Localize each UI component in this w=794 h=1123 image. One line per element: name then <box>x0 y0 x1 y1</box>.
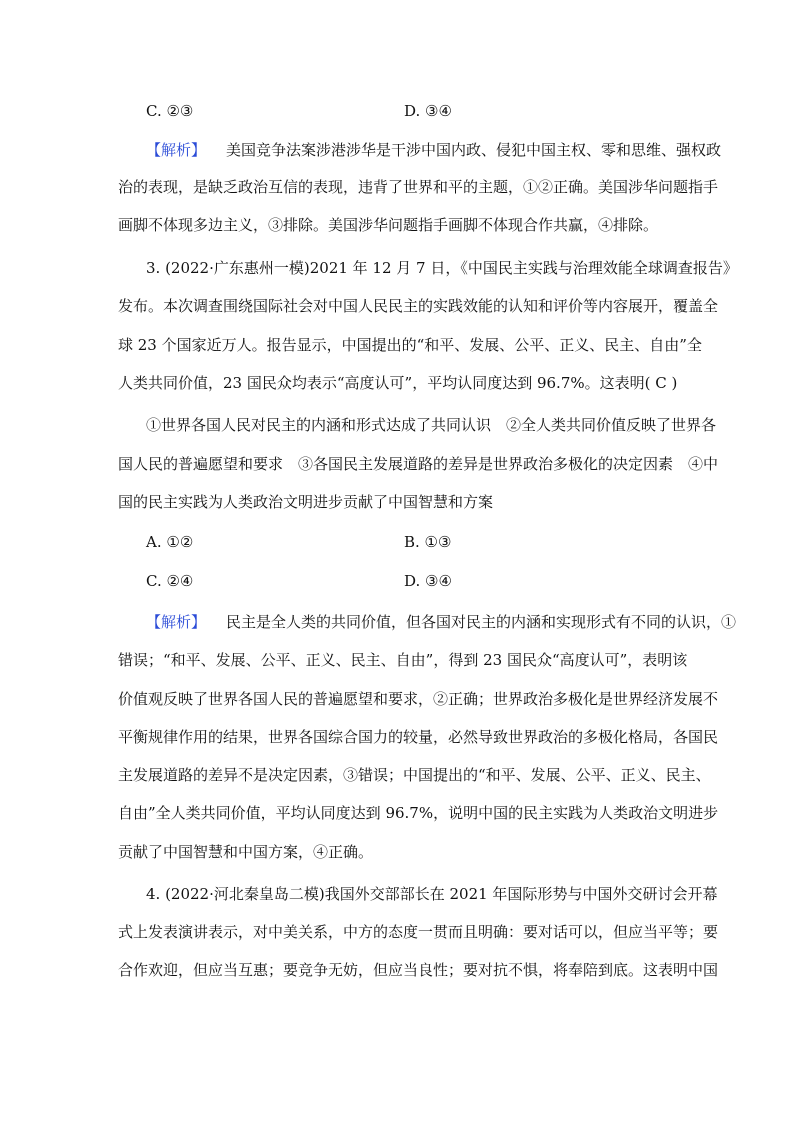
q4-stem-line-3: 合作欢迎，但应当互惠；要竞争无妨，但应当良性；要对抗不惧，将奉陪到底。这表明中国 <box>118 961 719 979</box>
q3-stem-line-4: 人类共同价值，23 国民众均表示“高度认可”，平均认同度达到 96.7%。这表明( C ) <box>118 374 678 392</box>
q3-analysis-line-7: 贡献了中国智慧和中国方案，④正确。 <box>118 843 374 861</box>
q3-statements-line-1: ①世界各国人民对民主的内涵和形式达成了共同认识 ②全人类共同价值反映了世界各 <box>146 416 717 434</box>
analysis-label: 【解析】 <box>146 141 207 159</box>
q3-analysis-line-3: 价值观反映了世界各国人民的普遍愿望和要求，②正确；世界政治多极化是世界经济发展不 <box>118 690 719 708</box>
q3-analysis-line-2: 错误；“和平、发展、公平、正义、民主、自由”，得到 23 国民众“高度认可”，表明该 <box>118 651 688 669</box>
q3-analysis-line-6: 自由”全人类共同价值，平均认同度达到 96.7%，说明中国的民主实践为人类政治文明进步 <box>118 804 719 822</box>
q2-option-d: D. ③④ <box>404 102 452 120</box>
q3-stem-line-2: 发布。本次调查围绕国际社会对中国人民民主的实践效能的认知和评价等内容展开，覆盖全 <box>118 297 719 315</box>
q3-option-c: C. ②④ <box>146 572 194 590</box>
q3-analysis-line-5: 主发展道路的差异不是决定因素，③错误；中国提出的“和平、发展、公平、正义、民主、 <box>118 766 711 784</box>
q2-option-c: C. ②③ <box>146 102 194 120</box>
analysis-label: 【解析】 <box>146 613 207 631</box>
q3-option-a: A. ①② <box>146 533 194 551</box>
q3-stem-line-1: 3. (2022·广东惠州一模)2021 年 12 月 7 日，《中国民主实践与治理效能全球调查报告》 <box>146 259 738 277</box>
q3-option-d: D. ③④ <box>404 572 452 590</box>
q3-analysis-line-4: 平衡规律作用的结果，世界各国综合国力的较量，必然导致世界政治的多极化格局，各国民 <box>118 728 719 746</box>
q3-statements-line-3: 国的民主实践为人类政治文明进步贡献了中国智慧和方案 <box>118 493 494 511</box>
q3-analysis-line-1: 【解析】 民主是全人类的共同价值，但各国对民主的内涵和实现形式有不同的认识，① <box>146 613 737 631</box>
q3-stem-line-3: 球 23 个国家近万人。报告显示，中国提出的“和平、发展、公平、正义、民主、自由”全 <box>118 336 702 354</box>
q2-analysis-line-3: 画脚不体现多边主义，③排除。美国涉华问题指手画脚不体现合作共赢，④排除。 <box>118 216 659 234</box>
q4-stem-line-1: 4. (2022·河北秦皇岛二模)我国外交部部长在 2021 年国际形势与中国外交研讨会开幕 <box>146 885 718 903</box>
q4-stem-line-2: 式上发表演讲表示，对中美关系，中方的态度一贯而且明确：要对话可以，但应当平等；要 <box>118 923 719 941</box>
q3-option-b: B. ①③ <box>404 533 452 551</box>
q2-analysis-line-1: 【解析】 美国竞争法案涉港涉华是干涉中国内政、侵犯中国主权、零和思维、强权政 <box>146 141 722 159</box>
q3-statements-line-2: 国人民的普遍愿望和要求 ③各国民主发展道路的差异是世界政治多极化的决定因素 ④中 <box>118 455 719 473</box>
q2-analysis-line-2: 治的表现，是缺乏政治互信的表现，违背了世界和平的主题，①②正确。美国涉华问题指手 <box>118 178 719 196</box>
